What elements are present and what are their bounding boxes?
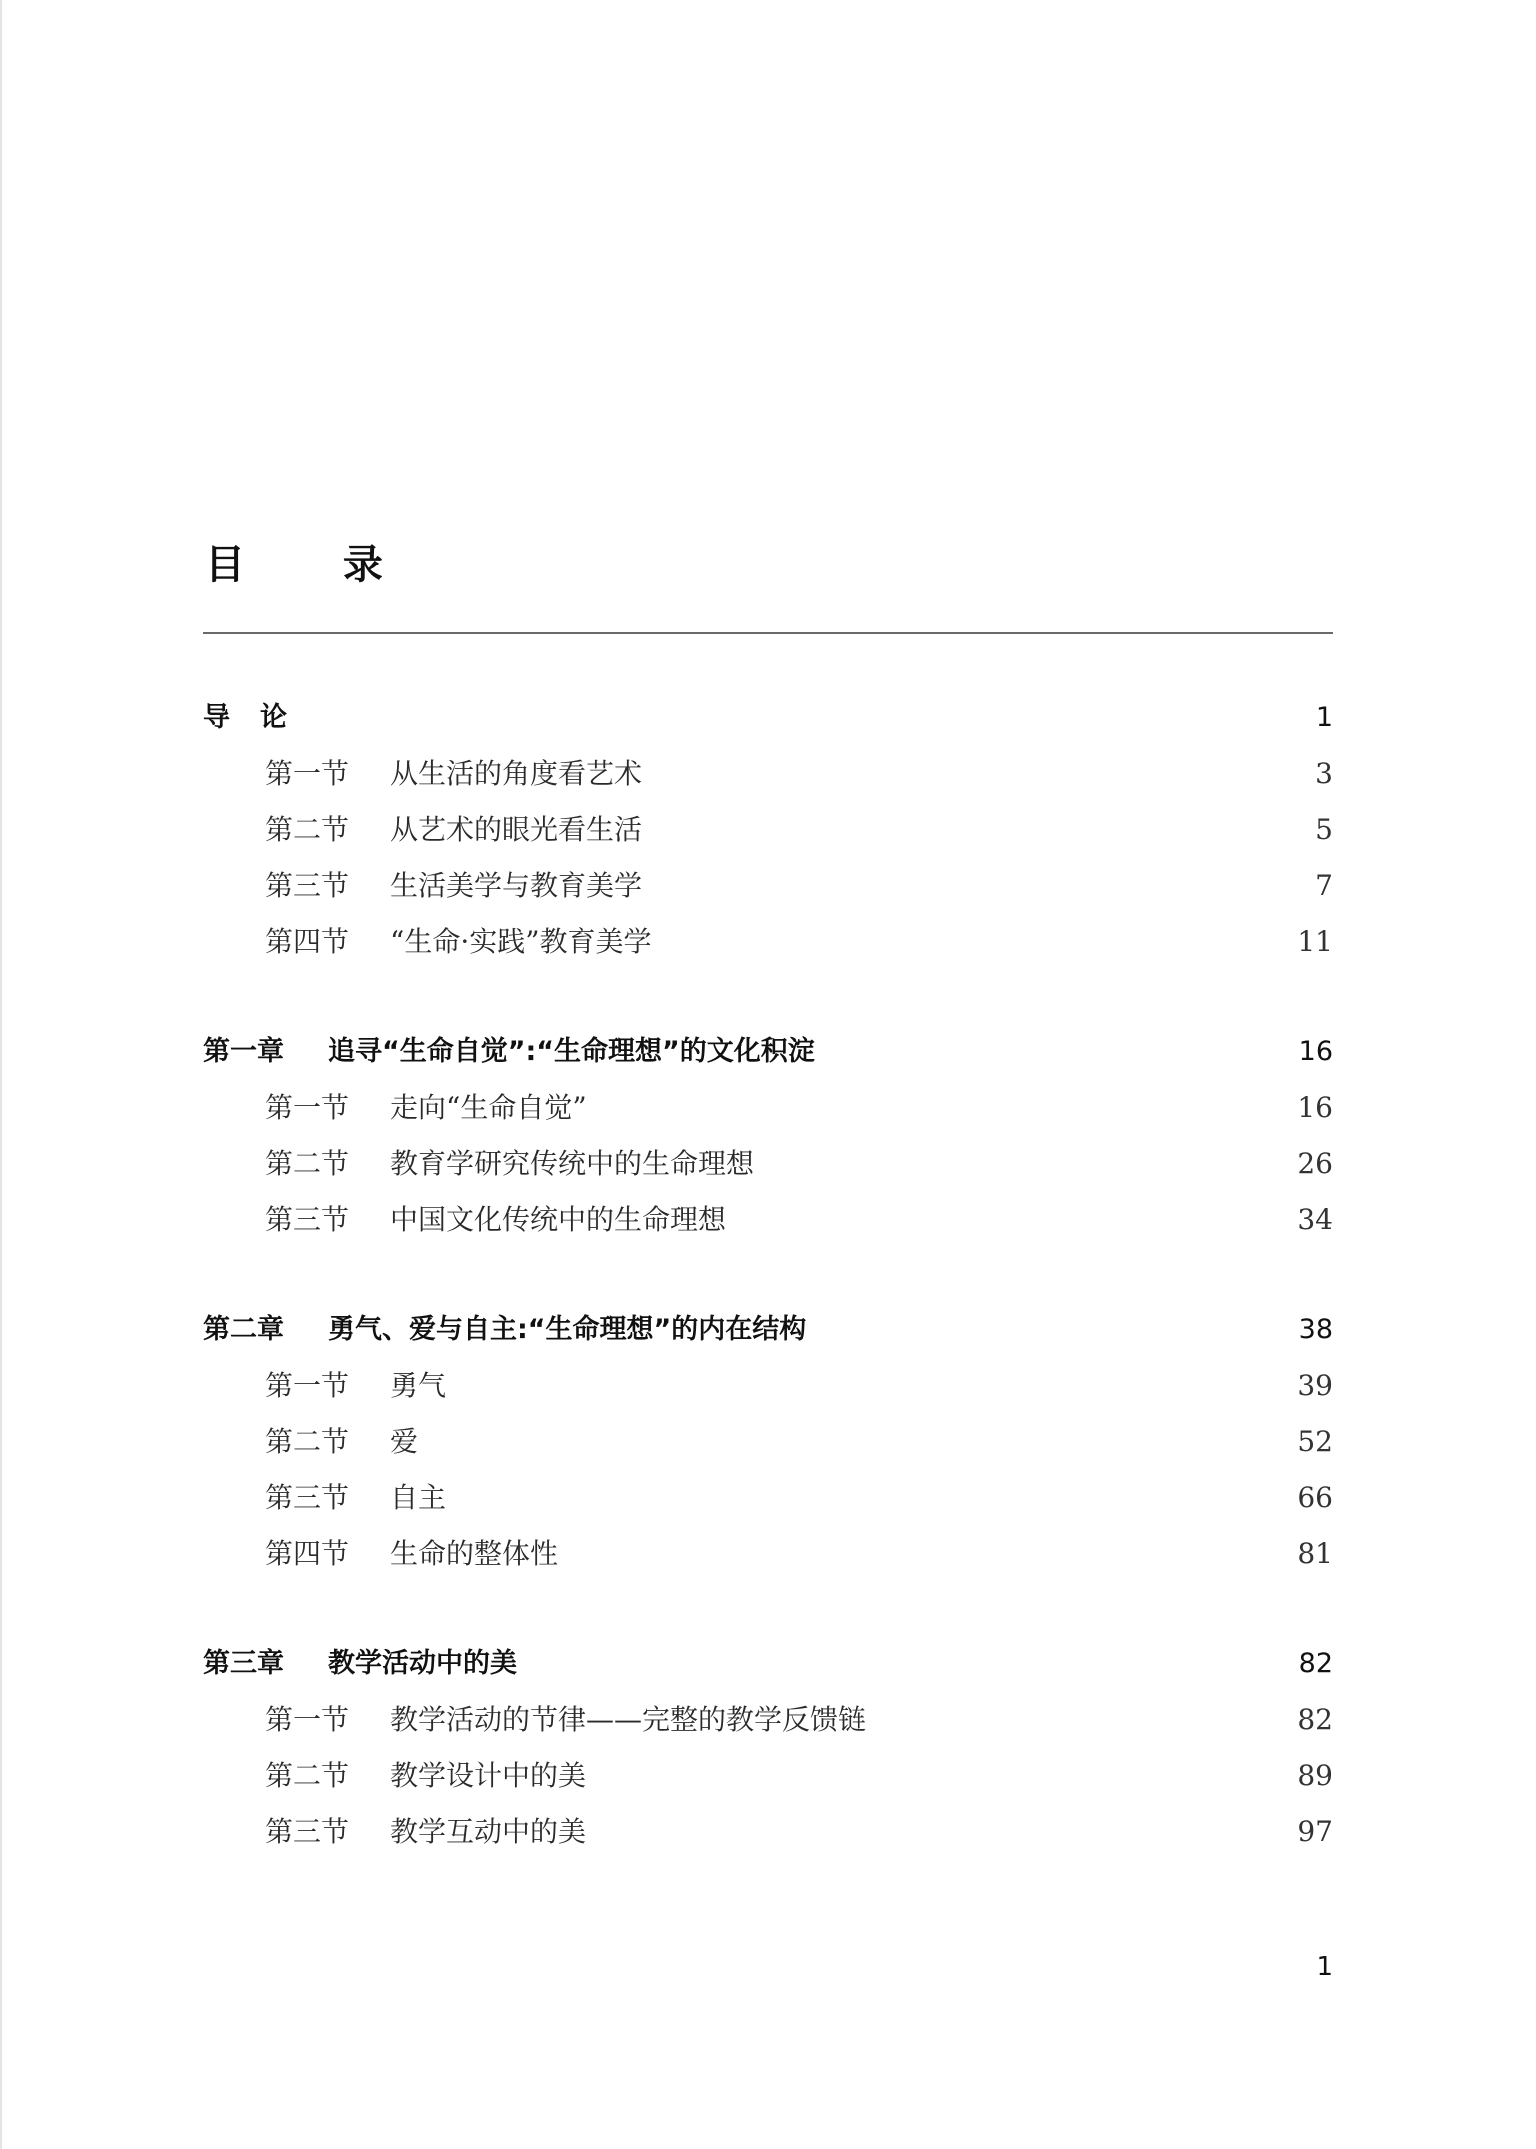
section-page-number: 3 bbox=[1315, 757, 1333, 790]
toc-chapter-entry[interactable] bbox=[203, 1024, 1333, 1080]
page-number: 1 bbox=[1316, 1952, 1333, 1982]
toc-section-entry[interactable] bbox=[203, 1470, 1333, 1526]
toc-section-entry[interactable] bbox=[203, 802, 1333, 858]
chapter-page-number: 16 bbox=[1298, 1036, 1333, 1067]
section-label: 第一节 bbox=[265, 757, 350, 790]
section-label: 第四节 bbox=[265, 1537, 350, 1570]
section-label: 第三节 bbox=[265, 1815, 350, 1848]
section-title: 教育学研究传统中的生命理想 bbox=[390, 1147, 755, 1180]
title-divider bbox=[203, 632, 1333, 634]
section-label: 第一节 bbox=[265, 1091, 350, 1124]
section-label: 第三节 bbox=[265, 1481, 350, 1514]
toc-section-entry[interactable] bbox=[203, 1414, 1333, 1470]
section-label: 第一节 bbox=[265, 1369, 350, 1402]
chapter-label: 第二章 bbox=[203, 1314, 284, 1345]
toc-chapter-entry[interactable] bbox=[203, 1302, 1333, 1358]
section-title: 教学活动的节律——完整的教学反馈链 bbox=[390, 1703, 867, 1736]
chapter-label: 导论 bbox=[203, 702, 317, 733]
chapter-title: 教学活动中的美 bbox=[328, 1648, 517, 1679]
section-title: 教学设计中的美 bbox=[390, 1759, 587, 1792]
section-label: 第二节 bbox=[265, 1147, 350, 1180]
section-page-number: 97 bbox=[1297, 1815, 1333, 1848]
section-page-number: 66 bbox=[1297, 1481, 1333, 1514]
toc-section-entry[interactable] bbox=[203, 1526, 1333, 1582]
section-title: 从艺术的眼光看生活 bbox=[390, 813, 643, 846]
toc-section-entry[interactable] bbox=[203, 1804, 1333, 1860]
toc-chapter bbox=[203, 1636, 1333, 1860]
section-page-number: 11 bbox=[1297, 925, 1333, 958]
chapter-title: 勇气、爱与自主:“生命理想”的内在结构 bbox=[328, 1314, 807, 1345]
toc-chapter bbox=[203, 1024, 1333, 1248]
section-title: 生命的整体性 bbox=[390, 1537, 559, 1570]
table-of-contents bbox=[203, 690, 1333, 1914]
section-page-number: 82 bbox=[1297, 1703, 1333, 1736]
section-title: 走向“生命自觉” bbox=[390, 1091, 587, 1124]
toc-chapter bbox=[203, 1302, 1333, 1582]
section-title: 自主 bbox=[390, 1481, 447, 1514]
section-label: 第二节 bbox=[265, 813, 350, 846]
toc-section-entry[interactable] bbox=[203, 1358, 1333, 1414]
section-page-number: 81 bbox=[1297, 1537, 1333, 1570]
section-label: 第二节 bbox=[265, 1425, 350, 1458]
section-label: 第三节 bbox=[265, 869, 350, 902]
chapter-page-number: 38 bbox=[1298, 1314, 1333, 1345]
section-page-number: 89 bbox=[1297, 1759, 1333, 1792]
toc-section-entry[interactable] bbox=[203, 1080, 1333, 1136]
page-edge bbox=[0, 0, 2, 2149]
section-page-number: 5 bbox=[1315, 813, 1333, 846]
section-page-number: 52 bbox=[1297, 1425, 1333, 1458]
chapter-page-number: 82 bbox=[1298, 1648, 1333, 1679]
toc-section-entry[interactable] bbox=[203, 746, 1333, 802]
section-title: 爱 bbox=[390, 1425, 419, 1458]
section-page-number: 34 bbox=[1297, 1203, 1333, 1236]
section-label: 第三节 bbox=[265, 1203, 350, 1236]
chapter-label: 第三章 bbox=[203, 1648, 284, 1679]
toc-chapter-entry[interactable] bbox=[203, 690, 1333, 746]
chapter-page-number: 1 bbox=[1315, 702, 1333, 733]
toc-chapter bbox=[203, 690, 1333, 970]
toc-section-entry[interactable] bbox=[203, 1136, 1333, 1192]
toc-title: 目 录 bbox=[205, 542, 425, 588]
section-title: 教学互动中的美 bbox=[390, 1815, 587, 1848]
chapter-label: 第一章 bbox=[203, 1036, 284, 1067]
section-page-number: 26 bbox=[1297, 1147, 1333, 1180]
section-page-number: 7 bbox=[1315, 869, 1333, 902]
section-title: “生命·实践”教育美学 bbox=[390, 925, 652, 958]
toc-section-entry[interactable] bbox=[203, 858, 1333, 914]
section-page-number: 16 bbox=[1297, 1091, 1333, 1124]
toc-chapter-entry[interactable] bbox=[203, 1636, 1333, 1692]
section-label: 第二节 bbox=[265, 1759, 350, 1792]
toc-section-entry[interactable] bbox=[203, 1192, 1333, 1248]
chapter-title: 追寻“生命自觉”:“生命理想”的文化积淀 bbox=[328, 1036, 815, 1067]
section-title: 中国文化传统中的生命理想 bbox=[390, 1203, 727, 1236]
section-title: 勇气 bbox=[390, 1369, 447, 1402]
section-label: 第一节 bbox=[265, 1703, 350, 1736]
toc-section-entry[interactable] bbox=[203, 1692, 1333, 1748]
toc-section-entry[interactable] bbox=[203, 1748, 1333, 1804]
section-label: 第四节 bbox=[265, 925, 350, 958]
section-title: 从生活的角度看艺术 bbox=[390, 757, 643, 790]
section-page-number: 39 bbox=[1297, 1369, 1333, 1402]
toc-section-entry[interactable] bbox=[203, 914, 1333, 970]
section-title: 生活美学与教育美学 bbox=[390, 869, 643, 902]
